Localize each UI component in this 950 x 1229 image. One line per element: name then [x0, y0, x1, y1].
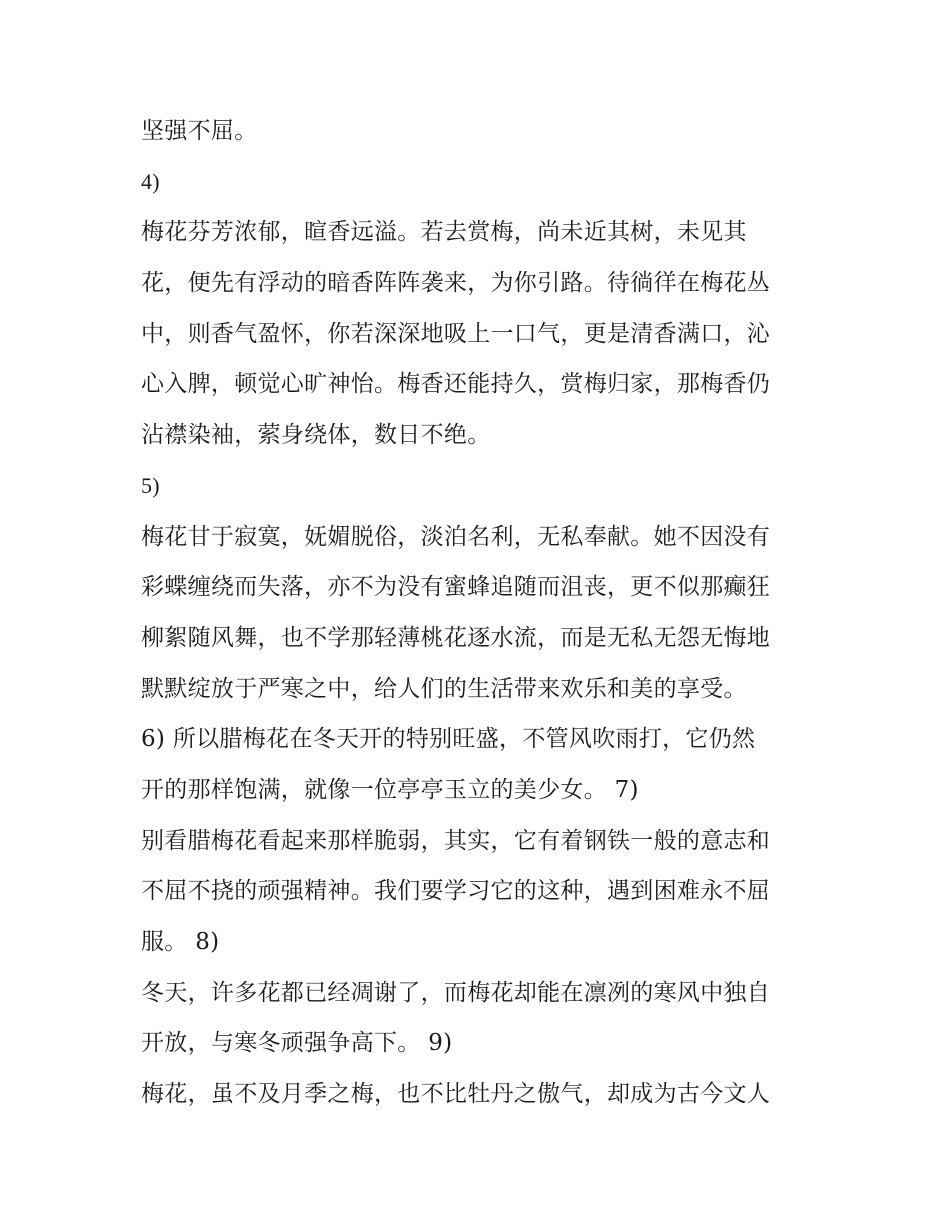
- text-line: 心入脾，顿觉心旷神怡。梅香还能持久，赏梅归家，那梅香仍: [141, 371, 771, 398]
- text-line: 梅花甘于寂寞，妩媚脱俗，淡泊名利，无私奉献。她不因没有: [141, 523, 771, 550]
- text-line: 花，便先有浮动的暗香阵阵袭来，为你引路。待徜徉在梅花丛: [141, 270, 771, 297]
- text-line: 冬天，许多花都已经凋谢了，而梅花却能在凛冽的寒风中独自: [141, 979, 771, 1006]
- text-line: 默默绽放于严寒之中，给人们的生活带来欢乐和美的享受。: [141, 675, 747, 702]
- text-line: 6) 所以腊梅花在冬天开的特别旺盛，不管风吹雨打，它仍然: [141, 726, 756, 753]
- text-line: 坚强不屈。: [141, 118, 258, 144]
- text-line: 别看腊梅花看起来那样脆弱，其实，它有着钢铁一般的意志和: [141, 827, 771, 854]
- text-body: [141, 106, 821, 1120]
- text-line: 开的那样饱满，就像一位亭亭玉立的美少女。 7): [141, 776, 639, 803]
- text-line: 梅花芬芳浓郁，暄香远溢。若去赏梅，尚未近其树，未见其: [141, 219, 747, 246]
- section-number: 4): [141, 168, 160, 194]
- text-line: 梅花，虽不及月季之梅，也不比牡丹之傲气，却成为古今文人: [141, 1081, 771, 1108]
- text-line: 服。 8): [141, 929, 220, 955]
- text-line: 不屈不挠的顽强精神。我们要学习它的这种，遇到困难永不屈: [141, 878, 771, 905]
- text-line: 中，则香气盈怀，你若深深地吸上一口气，更是清香满口，沁: [141, 320, 771, 347]
- text-line: 开放，与寒冬顽强争高下。 9): [141, 1030, 453, 1057]
- section-number: 5): [141, 472, 160, 498]
- text-line: 彩蝶缠绕而失落，亦不为没有蜜蜂追随而沮丧，更不似那癫狂: [141, 574, 771, 601]
- text-line: 柳絮随风舞，也不学那轻薄桃花逐水流，而是无私无怨无悔地: [141, 624, 771, 651]
- text-line: 沾襟染袖，萦身绕体，数日不绝。: [141, 422, 491, 449]
